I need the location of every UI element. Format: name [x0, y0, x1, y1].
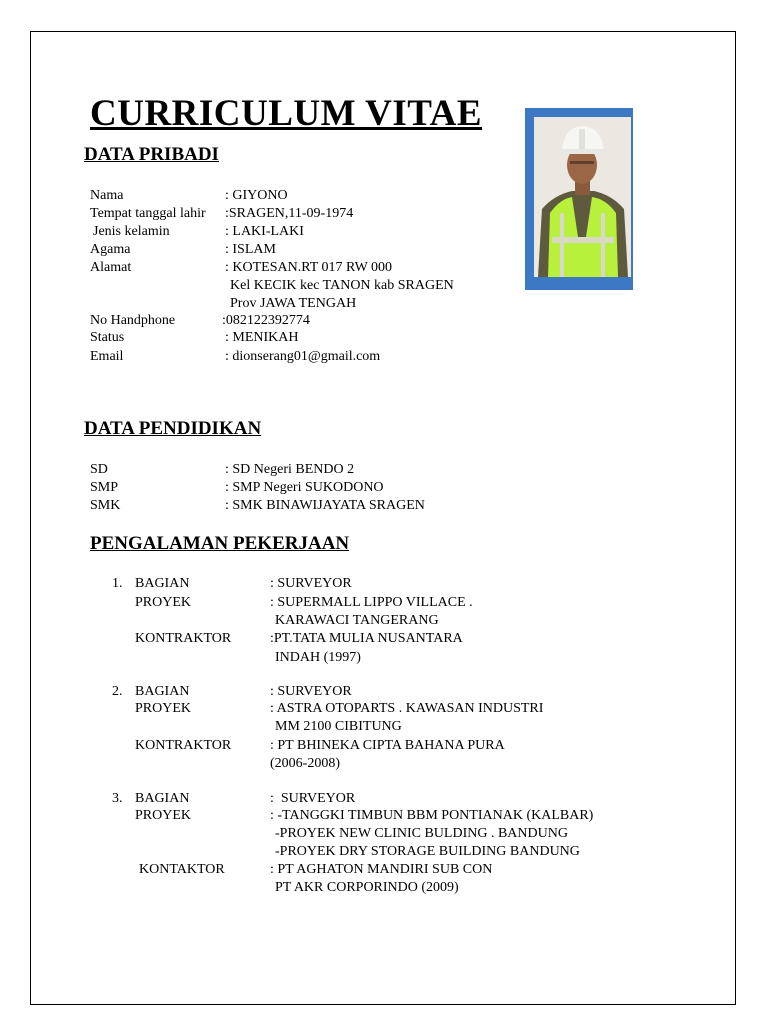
pribadi-label-status: Status — [90, 330, 125, 345]
pendidikan-label-smp: SMP — [90, 480, 119, 495]
pribadi-label-ttl: Tempat tanggal lahir — [90, 206, 206, 221]
pribadi-value-hp: :082122392774 — [222, 313, 310, 328]
entry-value-kontraktor: : PT AGHATON MANDIRI SUB CON — [270, 862, 493, 877]
entry-value-kontraktor: : PT BHINEKA CIPTA BAHANA PURA — [270, 738, 505, 753]
entry-label-proyek: PROYEK — [135, 808, 192, 823]
entry-value-kontraktor: :PT.TATA MULIA NUSANTARA — [270, 631, 463, 646]
entry-value-proyek-2: MM 2100 CIBITUNG — [275, 719, 402, 734]
profile-photo-image — [534, 117, 631, 277]
entry-value-proyek-2: KARAWACI TANGERANG — [275, 613, 439, 628]
pribadi-label-agama: Agama — [90, 242, 131, 257]
pribadi-value-ttl: :SRAGEN,11-09-1974 — [225, 206, 354, 221]
entry-label-kontraktor: KONTRAKTOR — [135, 738, 232, 753]
section-heading-pendidikan: DATA PENDIDIKAN — [84, 418, 262, 439]
pribadi-label-jk: Jenis kelamin — [93, 224, 170, 239]
entry-label-bagian: BAGIAN — [135, 791, 190, 806]
pendidikan-label-smk: SMK — [90, 498, 121, 513]
pribadi-value-alamat: : KOTESAN.RT 017 RW 000 — [225, 260, 393, 275]
pendidikan-label-sd: SD — [90, 462, 108, 477]
entry-value-proyek: : SUPERMALL LIPPO VILLACE . — [270, 595, 473, 610]
pendidikan-value-smp: : SMP Negeri SUKODONO — [225, 480, 384, 495]
entry-value-bagian: : SURVEYOR — [270, 576, 352, 591]
pribadi-value-alamat-2: Kel KECIK kec TANON kab SRAGEN — [230, 278, 454, 293]
entry-label-bagian: BAGIAN — [135, 576, 190, 591]
pribadi-label-alamat: Alamat — [90, 260, 132, 275]
entry-value-proyek-3: -PROYEK DRY STORAGE BUILDING BANDUNG — [275, 844, 580, 859]
document-title: CURRICULUM VITAE — [90, 93, 483, 134]
entry-value-proyek-2: -PROYEK NEW CLINIC BULDING . BANDUNG — [275, 826, 568, 841]
pendidikan-value-smk: : SMK BINAWIJAYATA SRAGEN — [225, 498, 425, 513]
pribadi-label-hp: No Handphone — [90, 313, 176, 328]
pribadi-label-nama: Nama — [90, 188, 124, 203]
entry-value-kontraktor-2: INDAH (1997) — [275, 650, 361, 665]
pribadi-value-email: : dionserang01@gmail.com — [225, 349, 381, 364]
section-heading-pengalaman: PENGALAMAN PEKERJAAN — [90, 533, 350, 554]
entry-label-kontraktor: KONTAKTOR — [139, 862, 225, 877]
entry-label-proyek: PROYEK — [135, 595, 192, 610]
entry-label-proyek: PROYEK — [135, 701, 192, 716]
entry-value-proyek: : ASTRA OTOPARTS . KAWASAN INDUSTRI — [270, 701, 544, 716]
pribadi-value-nama: : GIYONO — [225, 188, 288, 203]
entry-value-kontraktor-2: (2006-2008) — [270, 756, 340, 771]
pribadi-value-status: : MENIKAH — [225, 330, 299, 345]
entry-number: 1. — [112, 576, 123, 591]
pendidikan-value-sd: : SD Negeri BENDO 2 — [225, 462, 355, 477]
pribadi-value-alamat-3: Prov JAWA TENGAH — [230, 296, 357, 311]
pribadi-label-email: Email — [90, 349, 124, 364]
entry-label-bagian: BAGIAN — [135, 684, 190, 699]
entry-number: 2. — [112, 684, 123, 699]
entry-value-bagian: : SURVEYOR — [270, 684, 352, 699]
entry-number: 3. — [112, 791, 123, 806]
pribadi-value-jk: : LAKI-LAKI — [225, 224, 304, 239]
profile-photo — [525, 108, 633, 290]
entry-value-proyek: : -TANGGKI TIMBUN BBM PONTIANAK (KALBAR) — [270, 808, 594, 823]
entry-value-kontraktor-2: PT AKR CORPORINDO (2009) — [275, 880, 459, 895]
section-heading-pribadi: DATA PRIBADI — [84, 144, 219, 165]
entry-value-bagian: : SURVEYOR — [270, 791, 356, 806]
pribadi-value-agama: : ISLAM — [225, 242, 276, 257]
entry-label-kontraktor: KONTRAKTOR — [135, 631, 232, 646]
